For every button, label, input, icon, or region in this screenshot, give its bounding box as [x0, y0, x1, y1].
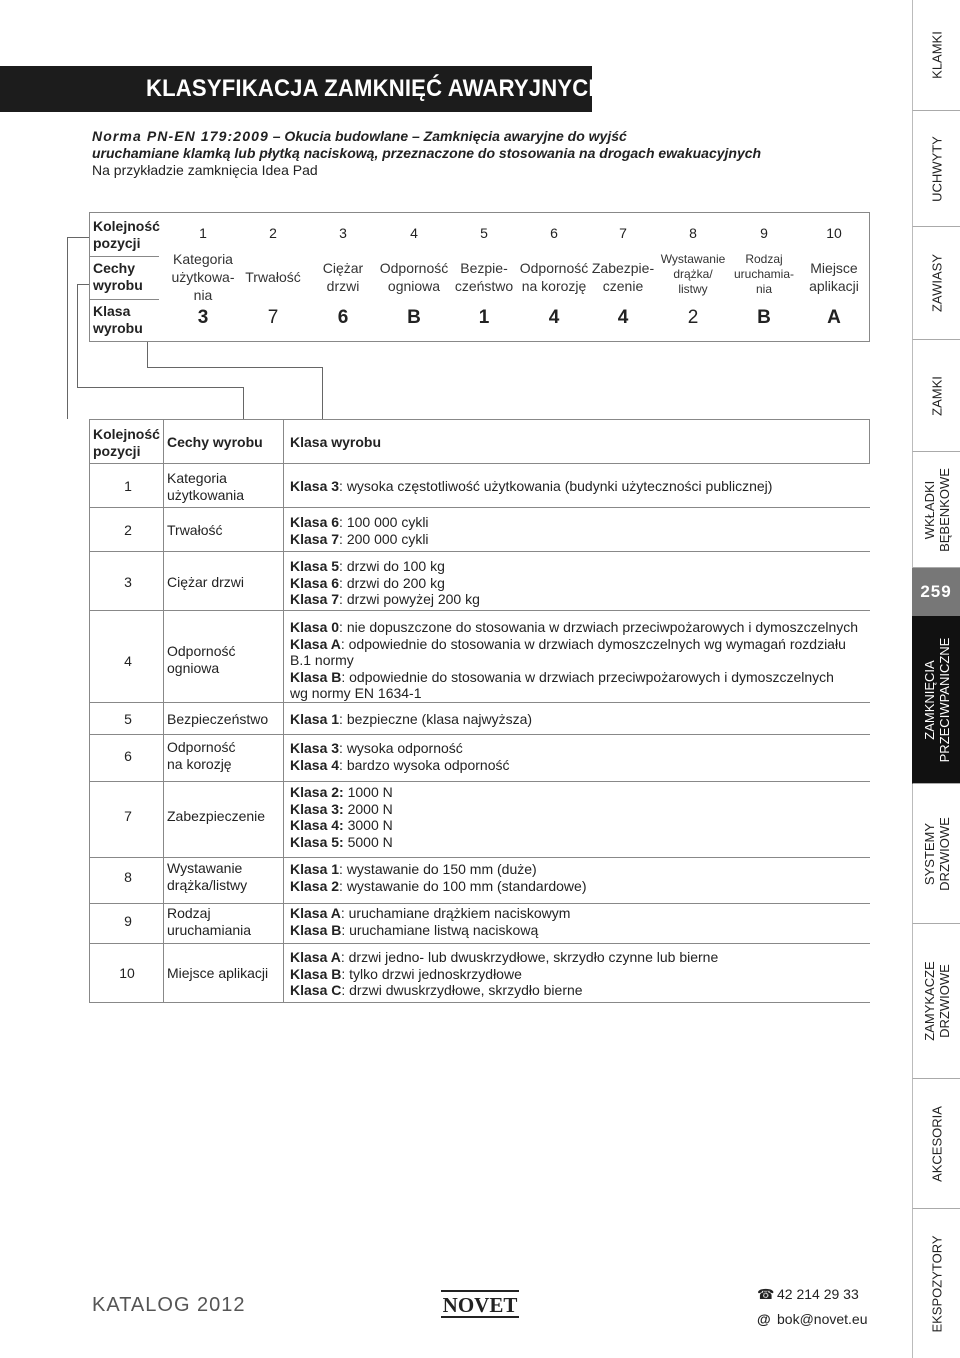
diagram-value: 3 — [197, 307, 209, 328]
tab-akcesoria[interactable]: AKCESORIA — [912, 1079, 960, 1209]
table-border — [89, 1002, 870, 1003]
table-header-class: Klasa wyrobu — [290, 434, 382, 450]
diagram-value: 4 — [548, 307, 560, 328]
diagram-number: 6 — [550, 225, 558, 241]
tab-wkladki-bebenkowe[interactable]: WKŁADKI BĘBENKOWE — [912, 452, 960, 568]
table-border — [163, 419, 164, 1003]
diagram-label-position: Kolejność pozycji — [93, 218, 160, 251]
row-number: 3 — [124, 574, 132, 590]
table-border — [89, 702, 870, 703]
diagram-number: 7 — [619, 225, 627, 241]
diagram-feature: Bezpie-czeństwo — [454, 260, 514, 294]
table-border — [89, 781, 870, 782]
tab-ekspozytory[interactable]: EKSPOZYTORY — [912, 1209, 960, 1358]
diagram-value: 2 — [687, 307, 699, 328]
diagram-value: A — [827, 307, 841, 328]
table-border — [89, 419, 90, 1003]
diagram-feature: Miejsce aplikacji — [809, 260, 859, 294]
diagram-label-class: Klasa wyrobu — [93, 303, 143, 336]
connector-line — [67, 237, 68, 419]
connector-line — [77, 284, 89, 285]
catalog-label: KATALOG 2012 — [92, 1294, 246, 1316]
table-border — [89, 419, 870, 420]
tab-zamkniecia-przeciwpaniczne[interactable]: ZAMKNIĘCIA PRZECIWPANICZNE — [912, 616, 960, 784]
row-feature: Trwałość — [167, 522, 223, 538]
page-title: KLASYFIKACJA ZAMKNIĘĆ AWARYJNYCH — [146, 75, 605, 102]
row-class: Klasa 5: drzwi do 100 kg Klasa 6: drzwi do 200 kg Klasa 7: drzwi powyżej 200 kg — [290, 558, 480, 607]
table-header-features: Cechy wyrobu — [167, 434, 263, 450]
diagram-feature: Wystawanie drążka/ listwy — [660, 252, 726, 296]
diagram-value: B — [757, 307, 771, 328]
diagram-value: 6 — [337, 307, 349, 328]
contact-email — [757, 1311, 868, 1327]
diagram-value: 1 — [478, 307, 490, 328]
diagram-feature: Odporność ogniowa — [379, 260, 449, 294]
row-feature: Odporność na korozję — [167, 739, 236, 772]
norm-line-1 — [92, 128, 872, 145]
connector-line — [322, 367, 323, 419]
category-sidebar — [912, 0, 960, 1358]
table-header-position: Kolejność pozycji — [93, 426, 160, 459]
diagram-feature: Odporność na korozję — [519, 260, 589, 294]
row-feature: Rodzaj uruchamiania — [167, 905, 252, 938]
table-border — [89, 463, 870, 464]
diagram-feature: Zabezpie-czenie — [591, 260, 655, 294]
row-class: Klasa 1: bezpieczne (klasa najwyższa) — [290, 711, 533, 727]
row-class: Klasa 1: wystawanie do 150 mm (duże) Klasa 2: wystawanie do 100 mm (standardowe) — [290, 861, 587, 894]
tab-systemy-drzwiowe[interactable]: SYSTEMY DRZWIOWE — [912, 784, 960, 924]
row-number: 8 — [124, 869, 132, 885]
novet-logo — [441, 1288, 519, 1320]
diagram-label-underline — [89, 256, 159, 257]
phone-number: 42 214 29 33 — [777, 1286, 859, 1302]
row-number: 4 — [124, 653, 132, 669]
row-feature: Kategoria użytkowania — [167, 470, 245, 503]
diagram-label-features: Cechy wyrobu — [93, 260, 143, 293]
tab-zamykacze-drzwiowe[interactable]: ZAMYKACZE DRZWIOWE — [912, 924, 960, 1079]
tab-uchwyty[interactable]: UCHWYTY — [912, 111, 960, 227]
table-border — [869, 419, 870, 463]
diagram-feature: Kategoria użytkowa-nia — [171, 251, 235, 303]
table-border — [89, 903, 870, 904]
row-number: 10 — [119, 965, 135, 981]
diagram-number: 4 — [410, 225, 418, 241]
connector-line — [67, 237, 89, 238]
connector-line — [147, 367, 322, 368]
row-class: Klasa A: uruchamiane drążkiem naciskowym Klasa B: uruchamiane listwą naciskową — [290, 905, 571, 938]
row-feature: Wystawanie drążka/listwy — [167, 860, 248, 893]
row-feature: Zabezpieczenie — [167, 808, 266, 824]
diagram-value: B — [407, 307, 421, 328]
diagram-value: 7 — [267, 307, 279, 328]
contact-phone — [757, 1286, 859, 1303]
diagram-feature: Rodzaj uruchamia-nia — [733, 252, 795, 296]
diagram-value: 4 — [617, 307, 629, 328]
row-class: Klasa A: drzwi jedno- lub dwuskrzydłowe, skrzydło czynne lub bierne Klasa B: tylko drzwi jednoskrzydłowe Klasa C: drzwi dwuskrzydłowe, skrzydło bierne — [290, 949, 719, 998]
tab-zamki[interactable]: ZAMKI — [912, 340, 960, 452]
connector-line — [77, 387, 243, 388]
diagram-number: 3 — [339, 225, 347, 241]
norm-title: – Okucia budowlane – Zamknięcia awaryjne do wyjść — [268, 128, 627, 144]
diagram-number: 1 — [199, 225, 207, 241]
diagram-number: 8 — [689, 225, 697, 241]
row-class: Klasa 3: wysoka odporność Klasa 4: bardzo wysoka odporność — [290, 740, 510, 773]
logo-text: NOVET — [442, 1293, 518, 1317]
tab-zawiasy[interactable]: ZAWIASY — [912, 227, 960, 340]
diagram-feature: Ciężar drzwi — [322, 260, 364, 294]
row-class: Klasa 3: wysoka częstotliwość użytkowania (budynki użyteczności publicznej) — [290, 478, 773, 494]
table-border — [89, 507, 870, 508]
row-feature: Odporność ogniowa — [167, 643, 236, 676]
diagram-label-underline — [89, 299, 159, 300]
table-border — [89, 857, 870, 858]
connector-line — [147, 342, 148, 367]
norm-description — [92, 128, 872, 179]
table-border — [283, 419, 284, 1003]
diagram-number: 5 — [480, 225, 488, 241]
row-feature: Ciężar drzwi — [167, 574, 245, 590]
diagram-number: 9 — [760, 225, 768, 241]
title-bar — [0, 66, 605, 112]
row-number: 2 — [124, 522, 132, 538]
diagram-feature: Trwałość — [245, 269, 301, 285]
row-number: 9 — [124, 913, 132, 929]
table-border — [89, 551, 870, 552]
norm-line-2: uruchamiane klamką lub płytką naciskową, przeznaczone do stosowania na drogach ewakuacyjnych — [92, 145, 762, 161]
norm-code: Norma PN-EN 179:2009 — [92, 128, 269, 144]
norm-line-3: Na przykładzie zamknięcia Idea Pad — [92, 162, 318, 178]
row-feature: Bezpieczeństwo — [167, 711, 269, 727]
row-class: Klasa 2: 1000 N Klasa 3: 2000 N Klasa 4: 3000 N Klasa 5: 5000 N — [290, 784, 393, 850]
connector-line — [243, 387, 244, 419]
page-number: 259 — [912, 568, 960, 616]
row-class: Klasa 0: nie dopuszczone do stosowania w drzwiach przeciwpożarowych i dymoszczelnych Klasa A: odpowiednie do stosowania w drzwiach dymoszczelnych wg wymagań rozdziału B.1 normy Klasa B: odpowiednie do stosowania w drzwiach przeciwpożarowych i dymoszczelnych wg normy EN 1634-1 — [290, 619, 859, 701]
phone-icon: ☎ — [757, 1286, 775, 1302]
email-address[interactable]: bok@novet.eu — [777, 1311, 868, 1327]
row-number: 7 — [124, 808, 132, 824]
tab-klamki[interactable]: KLAMKI — [912, 0, 960, 111]
row-number: 5 — [124, 711, 132, 727]
diagram-number: 10 — [826, 225, 842, 241]
row-number: 1 — [124, 478, 132, 494]
table-border — [89, 943, 870, 944]
connector-line — [77, 284, 78, 387]
table-border — [89, 734, 870, 735]
row-number: 6 — [124, 748, 132, 764]
at-icon: @ — [757, 1311, 771, 1327]
table-border — [89, 610, 870, 611]
row-class: Klasa 6: 100 000 cykli Klasa 7: 200 000 cykli — [290, 514, 429, 547]
diagram-number: 2 — [269, 225, 277, 241]
row-feature: Miejsce aplikacji — [167, 965, 269, 981]
